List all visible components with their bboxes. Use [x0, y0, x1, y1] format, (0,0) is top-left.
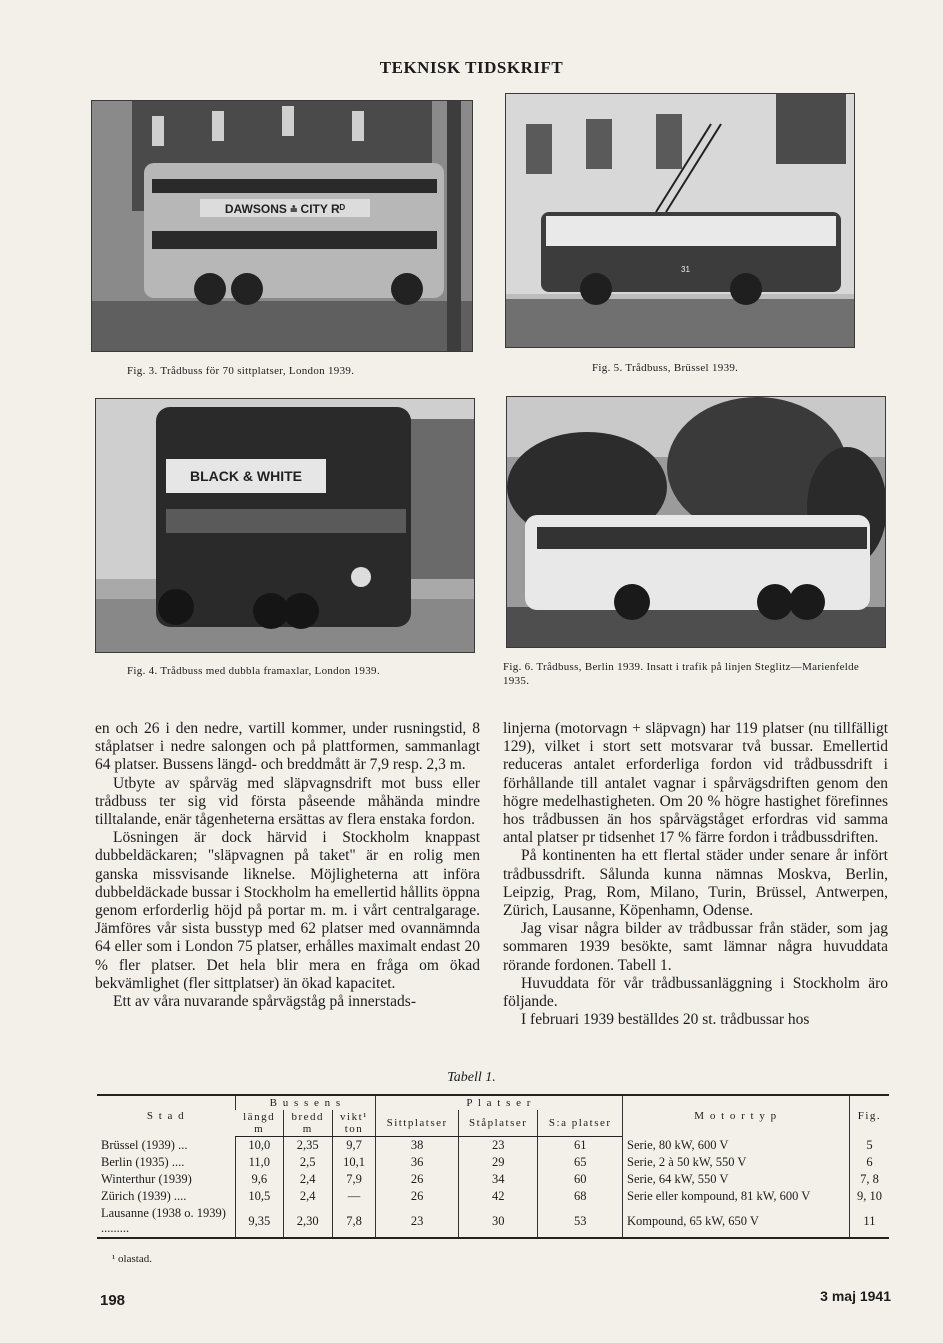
- cell-sitt: 38: [376, 1137, 459, 1155]
- caption-fig-4: Fig. 4. Trådbuss med dubbla framaxlar, London 1939.: [127, 665, 380, 677]
- masthead: TEKNISK TIDSKRIFT: [379, 58, 564, 77]
- paragraph: I februari 1939 beställdes 20 st. trådbussar hos: [521, 1011, 810, 1029]
- cell-vikt: 7,8: [332, 1205, 376, 1238]
- cell-sta: 34: [458, 1171, 538, 1188]
- cell-stad: Zürich (1939) ....: [101, 1189, 187, 1203]
- cell-bredd: 2,35: [283, 1137, 332, 1155]
- photo-fig-3: [91, 100, 473, 352]
- cell-sitt: 36: [376, 1154, 459, 1171]
- page-number: 198: [100, 1292, 126, 1309]
- cell-bredd: 2,30: [283, 1205, 332, 1238]
- cell-sum: 53: [538, 1205, 623, 1238]
- table-row: [97, 1154, 889, 1171]
- cell-sitt: 26: [376, 1171, 459, 1188]
- cell-stad: Winterthur (1939): [101, 1172, 192, 1186]
- cell-sum: 65: [538, 1154, 623, 1171]
- paragraph: Utbyte av spårväg med släpvagnsdrift mot buss eller trådbuss ter sig vid första påseende måhända mindre tilltalande, enär tågenheterna ersättas av flera enstaka fordon.: [95, 774, 480, 829]
- cell-fig: 11: [849, 1205, 889, 1238]
- paragraph: Ett av våra nuvarande spårvägståg på innerstads-: [113, 993, 416, 1011]
- cell-langd: 10,5: [236, 1188, 284, 1205]
- paragraph: en och 26 i den nedre, vartill kommer, under rusningstid, 8 ståplatser i nedre salongen och på plattformen, sammanlagt 64 platser. Bussens längd- och breddmått är 7,9 resp. 2,3 m.: [95, 720, 480, 774]
- cell-fig: 6: [849, 1154, 889, 1171]
- col-header-fig: Fig.: [849, 1095, 889, 1137]
- col-header-stad: S t a d: [97, 1095, 236, 1137]
- header-unit: m: [302, 1123, 313, 1135]
- cell-vikt: 9,7: [332, 1137, 376, 1155]
- cell-motor: Serie, 64 kW, 550 V: [623, 1171, 850, 1188]
- data-table: [97, 1094, 889, 1239]
- photo-fig-6: [506, 396, 886, 648]
- cell-langd: 9,6: [236, 1171, 284, 1188]
- bus-sign-text: DAWSONS ⩮ CITY Rᴰ: [224, 202, 346, 216]
- header-unit: ton: [344, 1123, 364, 1135]
- table-footnote: ¹ olastad.: [112, 1253, 152, 1265]
- caption-fig-5: Fig. 5. Trådbuss, Brüssel 1939.: [592, 362, 739, 374]
- col-header-bussens: B u s s e n s: [236, 1095, 376, 1110]
- paragraph: Lösningen är dock härvid i Stockholm knappast dubbeldäckaren; "släpvagnen på taket" är en rolig men ganska missvisande liknelse. Möjligheterna att införa dubbeldäckade bussar i Stockholm ha emellertid hållits öppna genom erforderlig höjd på portar m. m. i vårt centralgarage. Jämföres vår sista busstyp med 62 platser med ovannämnda 64 eller som i London 75 platser, erhålles maximalt endast 20 % fler platser. Det hela blir mera en fråga om ökad bekvämlighet (fler sittplatser) än ökad kapacitet.: [95, 829, 480, 992]
- issue-date: 3 maj 1941: [820, 1288, 891, 1304]
- col-header-sta: Ståplatser: [458, 1110, 538, 1137]
- caption-fig-3: Fig. 3. Trådbuss för 70 sittplatser, London 1939.: [127, 365, 355, 377]
- cell-stad: Berlin (1935) ....: [101, 1155, 185, 1169]
- cell-sta: 42: [458, 1188, 538, 1205]
- text-column-right: [503, 720, 888, 1029]
- table-row: [97, 1137, 889, 1155]
- photo-fig-4: [95, 398, 475, 653]
- bus-number-text: 31: [681, 265, 690, 274]
- table-row: [97, 1188, 889, 1205]
- bus-sign-text: BLACK & WHITE: [190, 468, 302, 484]
- cell-sitt: 26: [376, 1188, 459, 1205]
- col-header-sitt: Sittplatser: [376, 1110, 459, 1137]
- cell-fig: 7, 8: [849, 1171, 889, 1188]
- cell-sta: 29: [458, 1154, 538, 1171]
- col-header-langd: [236, 1110, 284, 1137]
- cell-bredd: 2,4: [283, 1171, 332, 1188]
- cell-fig: 9, 10: [849, 1188, 889, 1205]
- header-unit: m: [254, 1123, 265, 1135]
- paragraph: Jag visar några bilder av trådbussar från städer, som jag sommaren 1939 besökte, samt lämnar några huvuddata rörande fordonen. Tabell 1.: [503, 920, 888, 974]
- photo-fig-5: [505, 93, 855, 348]
- cell-vikt: 7,9: [332, 1171, 376, 1188]
- col-header-bredd: [283, 1110, 332, 1137]
- cell-fig: 5: [849, 1137, 889, 1155]
- header-label: bredd: [291, 1111, 324, 1123]
- cell-sum: 68: [538, 1188, 623, 1205]
- table-title: Tabell 1.: [447, 1070, 496, 1085]
- col-header-platser: P l a t s e r: [376, 1095, 623, 1110]
- table-row: [97, 1205, 889, 1238]
- cell-sta: 23: [458, 1137, 538, 1155]
- cell-vikt: —: [332, 1188, 376, 1205]
- cell-motor: Kompound, 65 kW, 650 V: [623, 1205, 850, 1238]
- cell-langd: 9,35: [236, 1205, 284, 1238]
- col-header-motortyp: M o t o r t y p: [623, 1095, 850, 1137]
- col-header-vikt: [332, 1110, 376, 1137]
- cell-vikt: 10,1: [332, 1154, 376, 1171]
- caption-fig-6: Fig. 6. Trådbuss, Berlin 1939. Insatt i trafik på linjen Steglitz—Marienfelde 1935.: [503, 661, 860, 687]
- cell-langd: 10,0: [236, 1137, 284, 1155]
- paragraph: På kontinenten ha ett flertal städer under senare år infört trådbussdrift. Sålunda kunna nämnas Moskva, Berlin, Leipzig, Prag, Rom, Milano, Turin, Brüssel, Antwerpen, Zürich, Lausanne, Köpenhamn, Odense.: [503, 847, 888, 920]
- cell-langd: 11,0: [236, 1154, 284, 1171]
- text-column-left: [95, 720, 480, 1011]
- header-label: längd: [243, 1111, 276, 1123]
- cell-sum: 60: [538, 1171, 623, 1188]
- table-row: [97, 1171, 889, 1188]
- paragraph: linjerna (motorvagn + släpvagn) har 119 platser (nu tillfälligt 129), vilket i stort sett motsvarar två bussar. Emellertid reduceras antalet erforderliga fordon vid trådbussdrift i förhållande till antalet vagnar i spårvägsdriften genom den högre medelhastigheten. Om 20 % högre hastighet förefinnes hos trådbussen än hos spårvägståget erfordras vid samma antal platser pr tidsenhet 17 % färre fordon i trådbussdriften.: [503, 720, 888, 847]
- cell-bredd: 2,4: [283, 1188, 332, 1205]
- paragraph: Huvuddata för vår trådbussanläggning i Stockholm äro följande.: [503, 974, 888, 1011]
- header-label: vikt¹: [340, 1111, 368, 1123]
- cell-sum: 61: [538, 1137, 623, 1155]
- cell-stad: Brüssel (1939) ...: [101, 1137, 188, 1152]
- cell-bredd: 2,5: [283, 1154, 332, 1171]
- cell-sta: 30: [458, 1205, 538, 1238]
- cell-motor: Serie, 2 à 50 kW, 550 V: [623, 1154, 850, 1171]
- col-header-sum: S:a platser: [538, 1110, 623, 1137]
- cell-motor: Serie eller kompound, 81 kW, 600 V: [623, 1188, 850, 1205]
- cell-stad: Lausanne (1938 o. 1939) .........: [97, 1205, 236, 1238]
- cell-sitt: 23: [376, 1205, 459, 1238]
- cell-motor: Serie, 80 kW, 600 V: [623, 1137, 850, 1155]
